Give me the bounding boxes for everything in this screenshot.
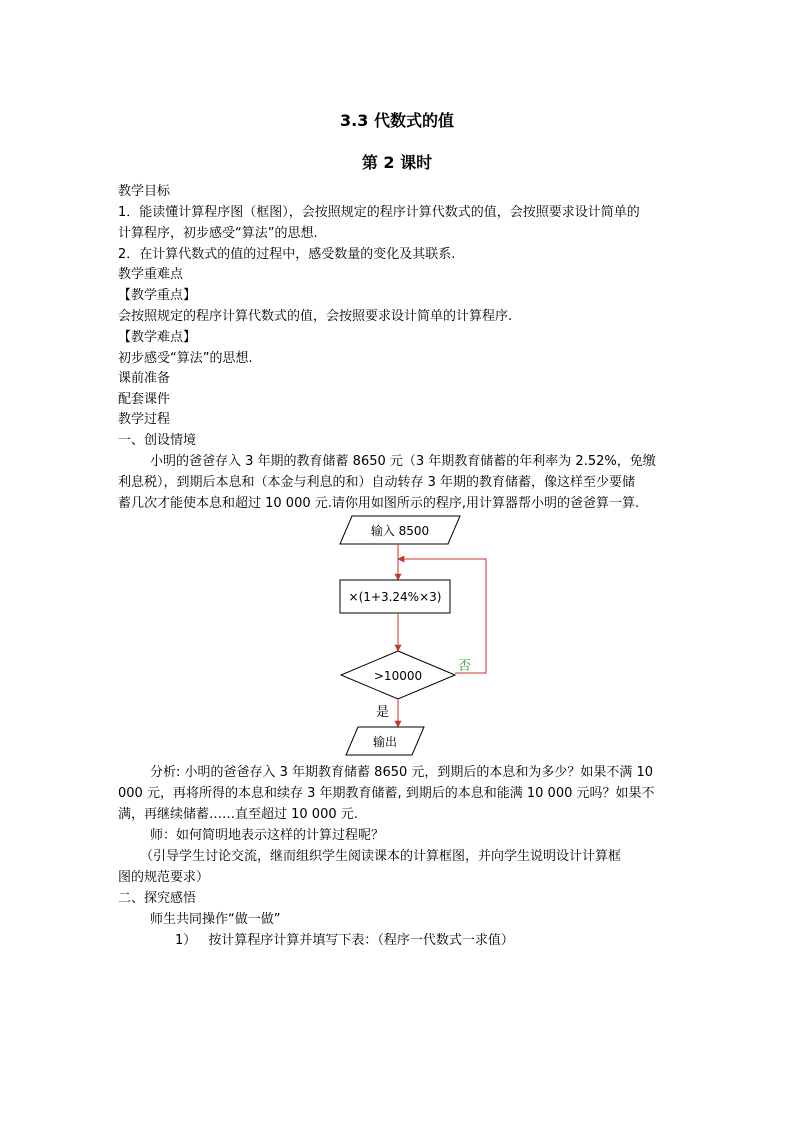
objective-1-line-1: 1．能读懂计算程序图（框图），会按照规定的程序计算代数式的值，会按照要求设计简单的 bbox=[118, 205, 640, 220]
analysis-line-1: 分析: 小明的爸爸存入 3 年期教育储蓄 8650 元，到期后的本息和为多少？如果不满 10 bbox=[150, 765, 654, 780]
objective-1-line-2: 计算程序，初步感受“算法”的思想. bbox=[118, 226, 318, 241]
flowchart-decision-text: >10000 bbox=[373, 669, 423, 683]
note-line-1: （引导学生讨论交流，继而组织学生阅读课本的计算框图，并向学生说明设计计算框 bbox=[140, 849, 622, 864]
flowchart bbox=[320, 510, 495, 760]
difficulty-label: 【教学难点】 bbox=[118, 330, 197, 345]
section-2-heading: 二、探究感悟 bbox=[118, 891, 197, 906]
flowchart-process-text: ×(1+3.24%×3) bbox=[348, 590, 442, 604]
section-1-heading: 一、创设情境 bbox=[118, 433, 197, 448]
flowchart-no-label: 否 bbox=[458, 659, 472, 674]
lesson-subtitle: 第 2 课时 bbox=[361, 153, 433, 172]
flowchart-output-text: 输出 bbox=[372, 735, 398, 749]
analysis-line-3: 满，再继续储蓄……直至超过 10 000 元. bbox=[118, 807, 358, 822]
key-points-heading: 教学重难点 bbox=[118, 267, 184, 282]
difficulty-text: 初步感受“算法”的思想. bbox=[118, 351, 253, 366]
scenario-line-1: 小明的爸爸存入 3 年期的教育储蓄 8650 元（3 年期教育储蓄的年利率为 2.52%，免缴 bbox=[150, 454, 656, 469]
focus-label: 【教学重点】 bbox=[118, 288, 197, 303]
objective-2: 2．在计算代数式的值的过程中，感受数量的变化及其联系. bbox=[118, 247, 456, 262]
teacher-question: 师：如何简明地表示这样的计算过程呢？ bbox=[150, 828, 385, 843]
process-heading: 教学过程 bbox=[118, 412, 171, 427]
scenario-line-3: 蓄几次才能使本息和超过 10 000 元.请你用如图所示的程序,用计算器帮小明的爸爸算一算. bbox=[118, 496, 640, 511]
page-title: 3.3 代数式的值 bbox=[340, 111, 454, 130]
scenario-line-2: 利息税），到期后本息和（本金与利息的和）自动转存 3 年期的教育储蓄，像这样至少要储 bbox=[118, 475, 636, 490]
step-1 bbox=[175, 931, 514, 950]
step-1-text: 按计算程序计算并填写下表：（程序一代数式一求值） bbox=[208, 933, 514, 948]
note-line-2: 图的规范要求） bbox=[118, 870, 210, 885]
flowchart-yes-label: 是 bbox=[376, 705, 390, 720]
prep-item: 配套课件 bbox=[118, 392, 171, 407]
activity-text: 师生共同操作“做一做” bbox=[150, 912, 281, 927]
focus-text: 会按照规定的程序计算代数式的值，会按照要求设计简单的计算程序. bbox=[118, 309, 513, 324]
flowchart-input-text: 输入 8500 bbox=[370, 524, 430, 538]
analysis-line-2: 000 元，再将所得的本息和续存 3 年期教育储蓄, 到期后的本息和能满 10 000 元吗？如果不 bbox=[118, 786, 655, 801]
flowchart-arrow-loop-back bbox=[398, 559, 486, 673]
prep-heading: 课前准备 bbox=[118, 371, 171, 386]
step-1-number: 1） bbox=[175, 933, 197, 948]
objectives-heading: 教学目标 bbox=[118, 184, 171, 199]
